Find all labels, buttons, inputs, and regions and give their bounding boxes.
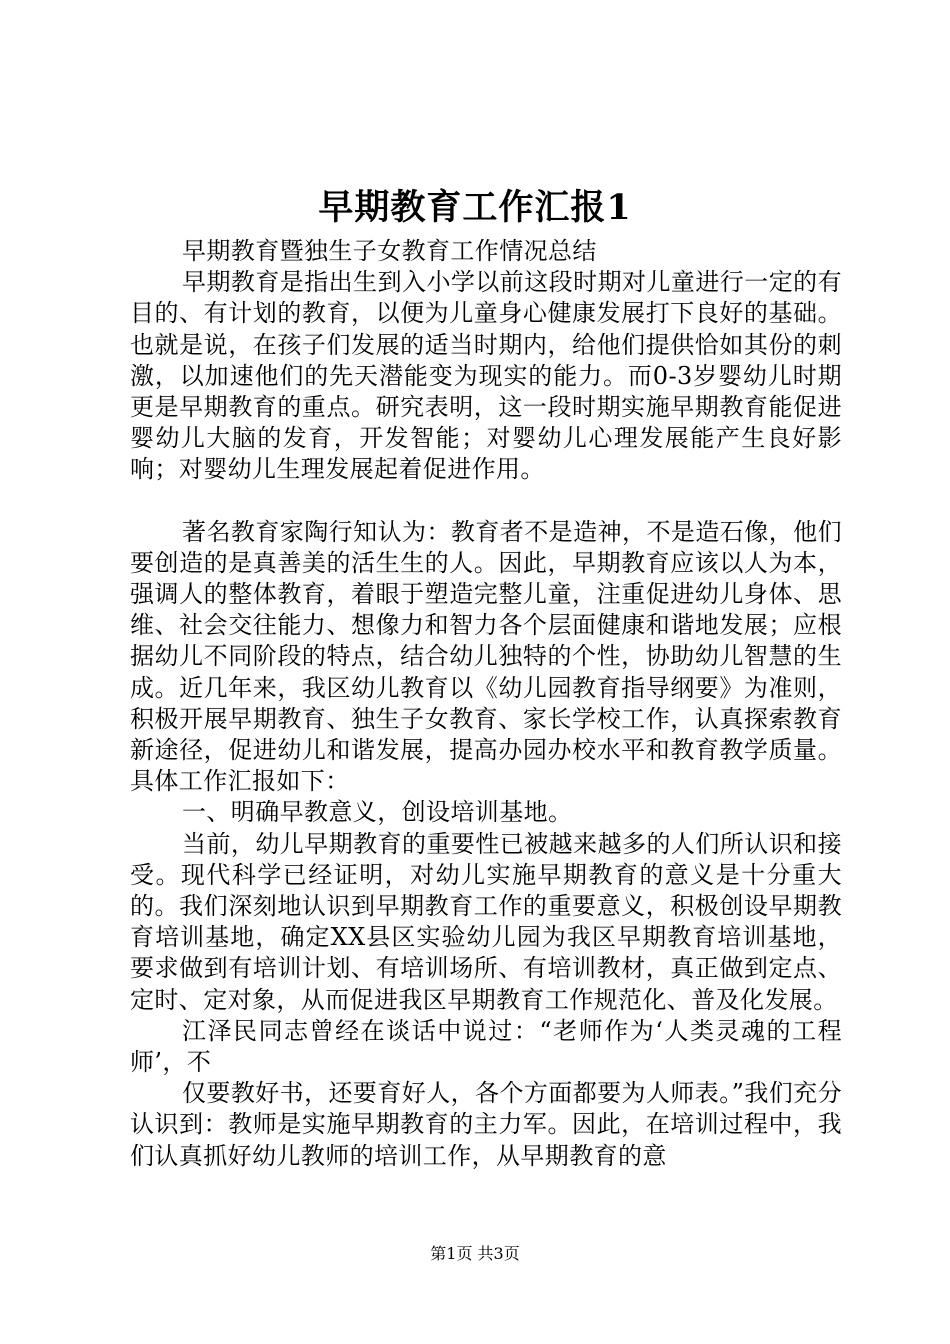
section-heading-1: 一、明确早教意义，创设培训基地。 — [182, 798, 573, 827]
section-1-paragraph: 当前，幼儿早期教育的重要性已被越来越多的人们所认识和接受。现代科学已经证明，对幼儿实施早期教育的意义是十分重大的。我们深刻地认识到早期教育工作的重要意义，积极创设早期教育培训基地，确定XX县区实验幼儿园为我区早期教育培训基地，要求做到有培训计划、有培训场所、有培训教材，真正做到定点、定时、定对象，从而促进我区早期教育工作规范化、普及化发展。 — [130, 829, 842, 1014]
document-body — [130, 236, 842, 1172]
subtitle-paragraph: 早期教育暨独生子女教育工作情况总结 — [182, 237, 597, 265]
intro-paragraph: 早期教育是指出生到入小学以前这段时期对儿童进行一定的有目的、有计划的教育，以便为儿童身心健康发展打下良好的基础。也就是说，在孩子们发展的适当时期内，给他们提供恰如其份的刺激，以加速他们的先天潜能变为现实的能力。而0-3岁婴幼儿时期更是早期教育的重点。研究表明，这一段时期实施早期教育能促进婴幼儿大脑的发育，开发智能；对婴幼儿心理发展能产生良好影响；对婴幼儿生理发展起着促进作用。 — [130, 268, 842, 484]
document-title: 早期教育工作汇报1 — [318, 187, 632, 228]
principle-paragraph: 著名教育家陶行知认为：教育者不是造神，不是造石像，他们要创造的是真善美的活生生的人。因此，早期教育应该以人为本，强调人的整体教育，着眼于塑造完整儿童，注重促进幼儿身体、思维、社会交往能力、想像力和智力各个层面健康和谐地发展；应根据幼儿不同阶段的特点，结合幼儿独特的个性，协助幼儿智慧的生成。近几年来，我区幼儿教育以《幼儿园教育指导纲要》为准则，积极开展早期教育、独生子女教育、家长学校工作，认真探索教育新途径，促进幼儿和谐发展，提高办园办校水平和教育教学质量。具体工作汇报如下： — [130, 517, 842, 796]
quote-paragraph: 江泽民同志曾经在谈话中说过：“老师作为‘人类灵魂的工程师’，不 — [130, 1016, 842, 1077]
teacher-paragraph: 仅要教好书，还要育好人，各个方面都要为人师表。”我们充分认识到：教师是实施早期教育的主力军。因此，在培训过程中，我们认真抓好幼儿教师的培训工作，从早期教育的意 — [130, 1079, 842, 1170]
page-number-footer: 第1页 共3页 — [430, 1244, 520, 1263]
